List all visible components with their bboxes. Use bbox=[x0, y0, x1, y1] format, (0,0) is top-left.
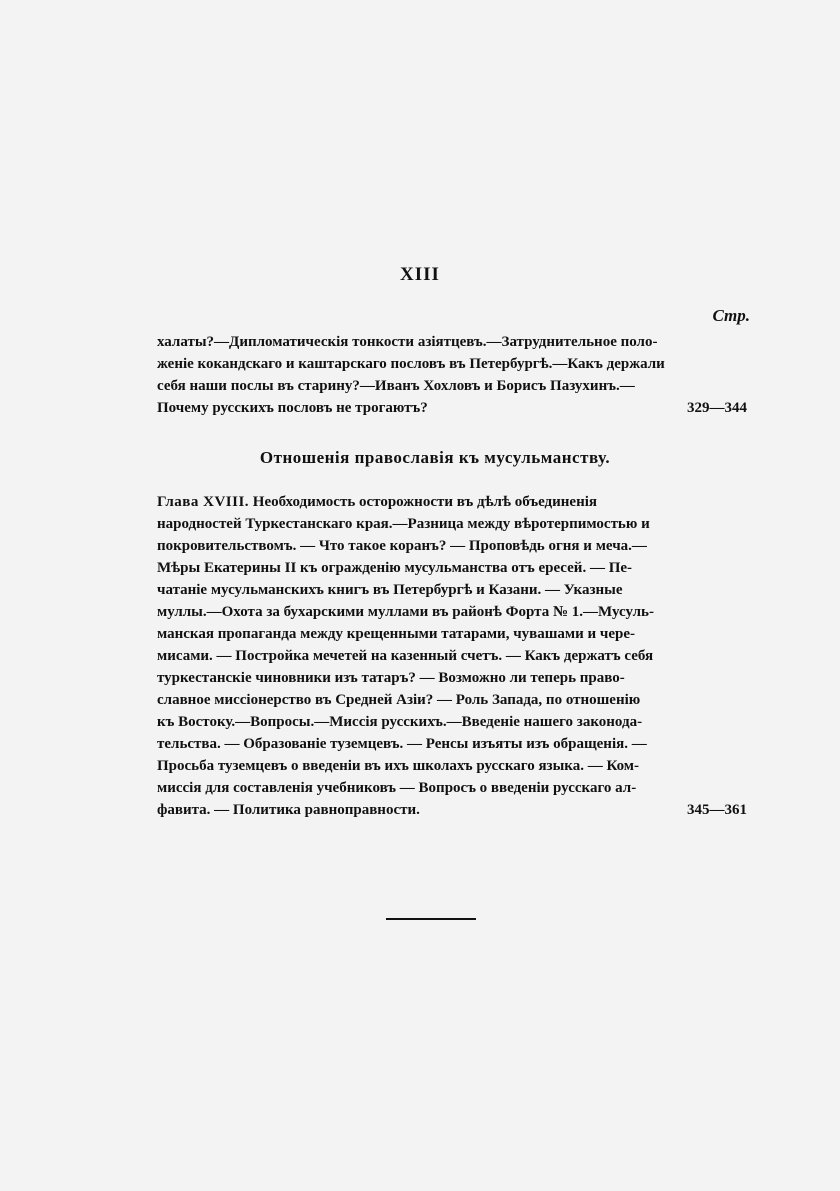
page-range: 345—361 bbox=[687, 802, 747, 818]
closing-rule bbox=[386, 918, 476, 920]
entry-line: тельства. — Образованіе туземцевъ. — Ренсы изъяты изъ обращенія. — bbox=[157, 736, 647, 752]
entry-line-text: Необходимость осторожности въ дѣлѣ объединенія bbox=[252, 494, 598, 510]
entry-line: народностей Туркестанскаго края.—Разница между вѣротерпимостью и bbox=[157, 516, 650, 532]
entry-line-text: Почему русскихъ пословъ не трогаютъ? bbox=[157, 400, 428, 416]
entry-line: женіе кокандскаго и каштарскаго пословъ въ Петербургѣ.—Какъ держали bbox=[157, 356, 665, 372]
toc-entry-chapter-18 bbox=[157, 491, 747, 821]
chapter-label: Глава XVIII. bbox=[157, 494, 250, 510]
entry-line-last bbox=[157, 397, 747, 419]
section-heading: Отношенія православія къ мусульманству. bbox=[259, 448, 611, 467]
entry-line: Просьба туземцевъ о введеніи въ ихъ школахъ русскаго языка. — Ком- bbox=[157, 758, 640, 774]
toc-entry-chapter-17 bbox=[157, 331, 747, 419]
page-range: 329—344 bbox=[687, 400, 747, 416]
entry-line: халаты?—Дипломатическія тонкости азіятцевъ.—Затруднительное поло- bbox=[157, 334, 658, 350]
entry-line-first bbox=[157, 491, 747, 513]
entry-line: муллы.—Охота за бухарскими муллами въ районѣ Форта № 1.—Мусуль- bbox=[157, 604, 654, 620]
entry-line-last bbox=[157, 799, 747, 821]
entry-line: себя наши послы въ старину?—Иванъ Хохловъ и Борисъ Пазухинъ.— bbox=[157, 378, 635, 394]
page-column-label: Стр. bbox=[712, 306, 750, 325]
entry-line-text: фавита. — Политика равноправности. bbox=[157, 802, 420, 818]
entry-line: манская пропаганда между крещенными татарами, чувашами и чере- bbox=[157, 626, 636, 642]
page-number: XIII bbox=[400, 264, 440, 285]
entry-line: мисами. — Постройка мечетей на казенный счетъ. — Какъ держатъ себя bbox=[157, 648, 654, 664]
entry-line: туркестанскіе чиновники изъ татаръ? — Возможно ли теперь право- bbox=[157, 670, 625, 686]
entry-line: покровительствомъ. — Что такое коранъ? — Проповѣдь огня и меча.— bbox=[157, 538, 647, 554]
entry-line: Мѣры Екатерины II къ огражденію мусульманства отъ ересей. — Пе- bbox=[157, 560, 633, 576]
entry-line: славное миссіонерство въ Средней Азіи? — Роль Запада, по отношенію bbox=[157, 692, 641, 708]
entry-line: къ Востоку.—Вопросы.—Миссія русскихъ.—Введеніе нашего законода- bbox=[157, 714, 643, 730]
entry-line: миссія для составленія учебниковъ — Вопросъ о введеніи русскаго ал- bbox=[157, 780, 637, 796]
entry-line: чатаніе мусульманскихъ книгъ въ Петербургѣ и Казани. — Указные bbox=[157, 582, 623, 598]
